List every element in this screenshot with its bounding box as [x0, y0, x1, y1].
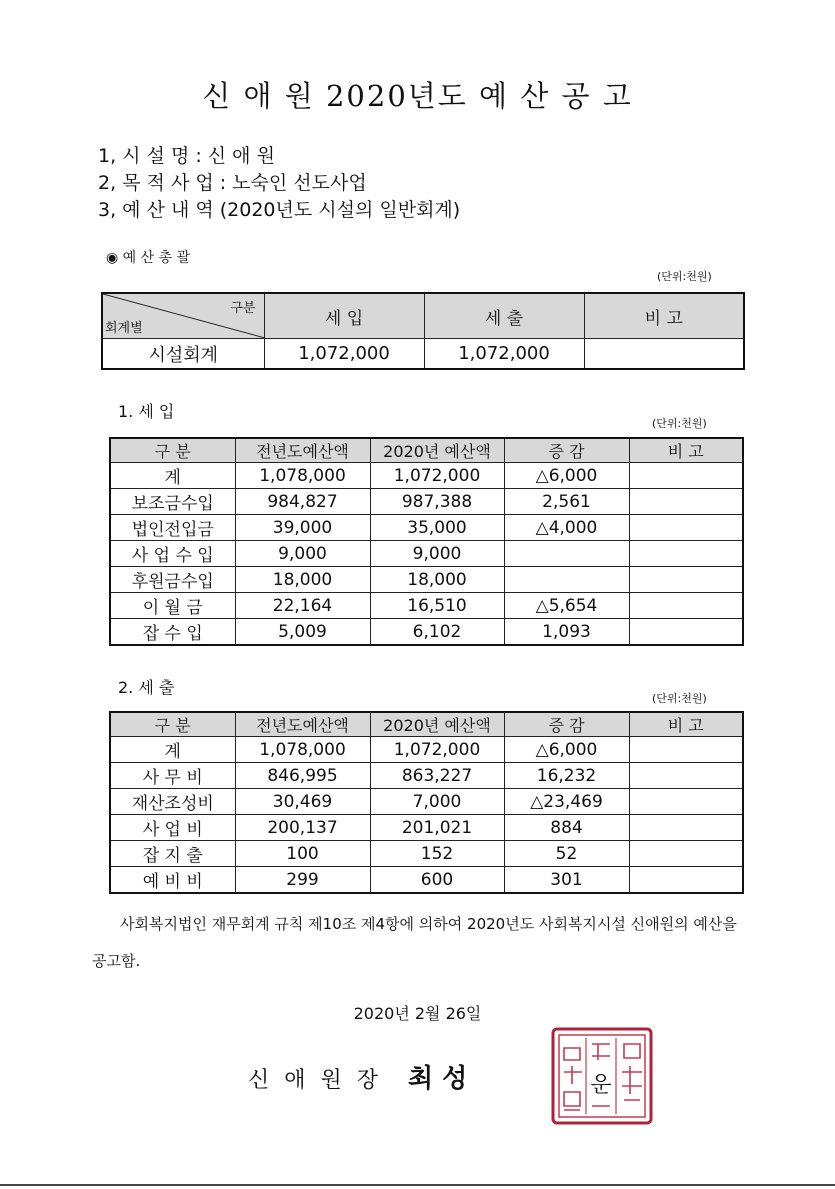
expense-cell-category: 사 무 비: [110, 763, 235, 789]
expense-row: [110, 763, 743, 789]
expense-cell-budget-2020: 863,227: [370, 763, 504, 789]
summary-income-value: 1,072,000: [264, 339, 424, 370]
unit-label-income: (단위:천원): [652, 417, 707, 430]
expense-row: [110, 815, 743, 841]
income-cell-change: [504, 567, 629, 593]
income-cell-remark: [629, 567, 743, 593]
summary-corner-cell: [102, 293, 264, 339]
info-budget-detail: 3, 예 산 내 역 (2020년도 시설의 일반회계): [98, 199, 461, 221]
income-cell-remark: [629, 593, 743, 619]
expense-cell-remark: [629, 867, 743, 894]
expense-heading: 2. 세 출: [118, 678, 175, 697]
expense-header-category: 구 분: [110, 712, 235, 737]
corner-bottom-label: 회계별: [105, 321, 143, 336]
expense-cell-prev-budget: 299: [235, 867, 370, 894]
income-row: [110, 619, 743, 646]
income-cell-change: [504, 541, 629, 567]
signer-title: 신 애 원 장: [248, 1068, 382, 1093]
income-cell-remark: [629, 515, 743, 541]
unit-label-summary: (단위:천원): [657, 270, 712, 283]
expense-cell-prev-budget: 1,078,000: [235, 737, 370, 763]
income-cell-budget-2020: 987,388: [370, 489, 504, 515]
signer-name: 최 성: [408, 1064, 468, 1094]
income-cell-budget-2020: 35,000: [370, 515, 504, 541]
income-cell-category: 후원금수입: [110, 567, 235, 593]
summary-header-expense: 세 출: [424, 293, 584, 339]
summary-remark-value: [584, 339, 744, 370]
income-row: [110, 463, 743, 489]
expense-cell-category: 예 비 비: [110, 867, 235, 894]
income-cell-category: 이 월 금: [110, 593, 235, 619]
income-table: [109, 437, 744, 646]
income-cell-change: 2,561: [504, 489, 629, 515]
income-row: [110, 541, 743, 567]
official-seal: [550, 1026, 654, 1130]
expense-cell-budget-2020: 201,021: [370, 815, 504, 841]
expense-cell-prev-budget: 100: [235, 841, 370, 867]
income-header-change: 증 감: [504, 438, 629, 463]
income-cell-change: △6,000: [504, 463, 629, 489]
notice-date: 2020년 2월 26일: [353, 1004, 482, 1023]
expense-cell-change: 301: [504, 867, 629, 894]
income-cell-prev-budget: 9,000: [235, 541, 370, 567]
bottom-divider: [0, 1184, 835, 1186]
summary-header-income: 세 입: [264, 293, 424, 339]
income-cell-category: 법인전입금: [110, 515, 235, 541]
expense-cell-change: 16,232: [504, 763, 629, 789]
income-cell-change: △5,654: [504, 593, 629, 619]
income-cell-budget-2020: 16,510: [370, 593, 504, 619]
income-cell-prev-budget: 5,009: [235, 619, 370, 646]
income-cell-budget-2020: 6,102: [370, 619, 504, 646]
income-cell-category: 계: [110, 463, 235, 489]
income-cell-remark: [629, 489, 743, 515]
expense-cell-change: 52: [504, 841, 629, 867]
expense-cell-change: 884: [504, 815, 629, 841]
notice-text: 사회복지법인 재무회계 규칙 제10조 제4항에 의하여 2020년도 사회복지시설 신애원의 예산을 공고함.: [92, 915, 737, 970]
expense-cell-prev-budget: 30,469: [235, 789, 370, 815]
summary-expense-value: 1,072,000: [424, 339, 584, 370]
summary-table: [101, 292, 745, 370]
seal-text: 운: [590, 1073, 612, 1098]
expense-cell-budget-2020: 1,072,000: [370, 737, 504, 763]
expense-cell-change: △6,000: [504, 737, 629, 763]
expense-cell-prev-budget: 200,137: [235, 815, 370, 841]
income-cell-category: 사 업 수 입: [110, 541, 235, 567]
expense-cell-category: 사 업 비: [110, 815, 235, 841]
expense-cell-category: 계: [110, 737, 235, 763]
income-row: [110, 489, 743, 515]
expense-row: [110, 789, 743, 815]
expense-cell-budget-2020: 7,000: [370, 789, 504, 815]
expense-header-remark: 비 고: [629, 712, 743, 737]
page-title: 신 애 원 2020년도 예 산 공 고: [202, 79, 633, 113]
summary-header-remark: 비 고: [584, 293, 744, 339]
income-cell-category: 잡 수 입: [110, 619, 235, 646]
expense-cell-category: 재산조성비: [110, 789, 235, 815]
income-cell-remark: [629, 541, 743, 567]
seal-stamp-icon: [550, 1026, 654, 1126]
expense-cell-remark: [629, 841, 743, 867]
corner-top-label: 구분: [230, 301, 256, 316]
expense-cell-change: △23,469: [504, 789, 629, 815]
income-cell-budget-2020: 9,000: [370, 541, 504, 567]
expense-cell-remark: [629, 815, 743, 841]
income-cell-change: 1,093: [504, 619, 629, 646]
income-cell-prev-budget: 18,000: [235, 567, 370, 593]
income-row: [110, 593, 743, 619]
summary-label: ◉ 예 산 총 괄: [106, 250, 191, 266]
income-cell-category: 보조금수입: [110, 489, 235, 515]
expense-header-change: 증 감: [504, 712, 629, 737]
income-heading: 1. 세 입: [118, 402, 175, 421]
income-row: [110, 515, 743, 541]
income-cell-prev-budget: 39,000: [235, 515, 370, 541]
income-header-category: 구 분: [110, 438, 235, 463]
income-cell-prev-budget: 1,078,000: [235, 463, 370, 489]
expense-cell-prev-budget: 846,995: [235, 763, 370, 789]
income-cell-prev-budget: 984,827: [235, 489, 370, 515]
expense-header-prev-budget: 전년도예산액: [235, 712, 370, 737]
expense-cell-remark: [629, 737, 743, 763]
income-cell-remark: [629, 619, 743, 646]
expense-row: [110, 737, 743, 763]
expense-table: [109, 711, 744, 894]
expense-row: [110, 867, 743, 894]
income-row: [110, 567, 743, 593]
info-facility-name: 1, 시 설 명 : 신 애 원: [98, 145, 275, 167]
expense-cell-remark: [629, 763, 743, 789]
expense-cell-remark: [629, 789, 743, 815]
expense-cell-category: 잡 지 출: [110, 841, 235, 867]
summary-account: 시설회계: [102, 339, 264, 370]
income-header-budget-2020: 2020년 예산액: [370, 438, 504, 463]
income-cell-prev-budget: 22,164: [235, 593, 370, 619]
info-purpose: 2, 목 적 사 업 : 노숙인 선도사업: [98, 172, 367, 194]
unit-label-expense: (단위:천원): [652, 692, 707, 705]
income-cell-change: △4,000: [504, 515, 629, 541]
expense-cell-budget-2020: 600: [370, 867, 504, 894]
income-cell-budget-2020: 18,000: [370, 567, 504, 593]
income-cell-budget-2020: 1,072,000: [370, 463, 504, 489]
expense-cell-budget-2020: 152: [370, 841, 504, 867]
expense-row: [110, 841, 743, 867]
income-header-prev-budget: 전년도예산액: [235, 438, 370, 463]
summary-row: [102, 339, 744, 370]
expense-header-budget-2020: 2020년 예산액: [370, 712, 504, 737]
income-cell-remark: [629, 463, 743, 489]
income-header-remark: 비 고: [629, 438, 743, 463]
